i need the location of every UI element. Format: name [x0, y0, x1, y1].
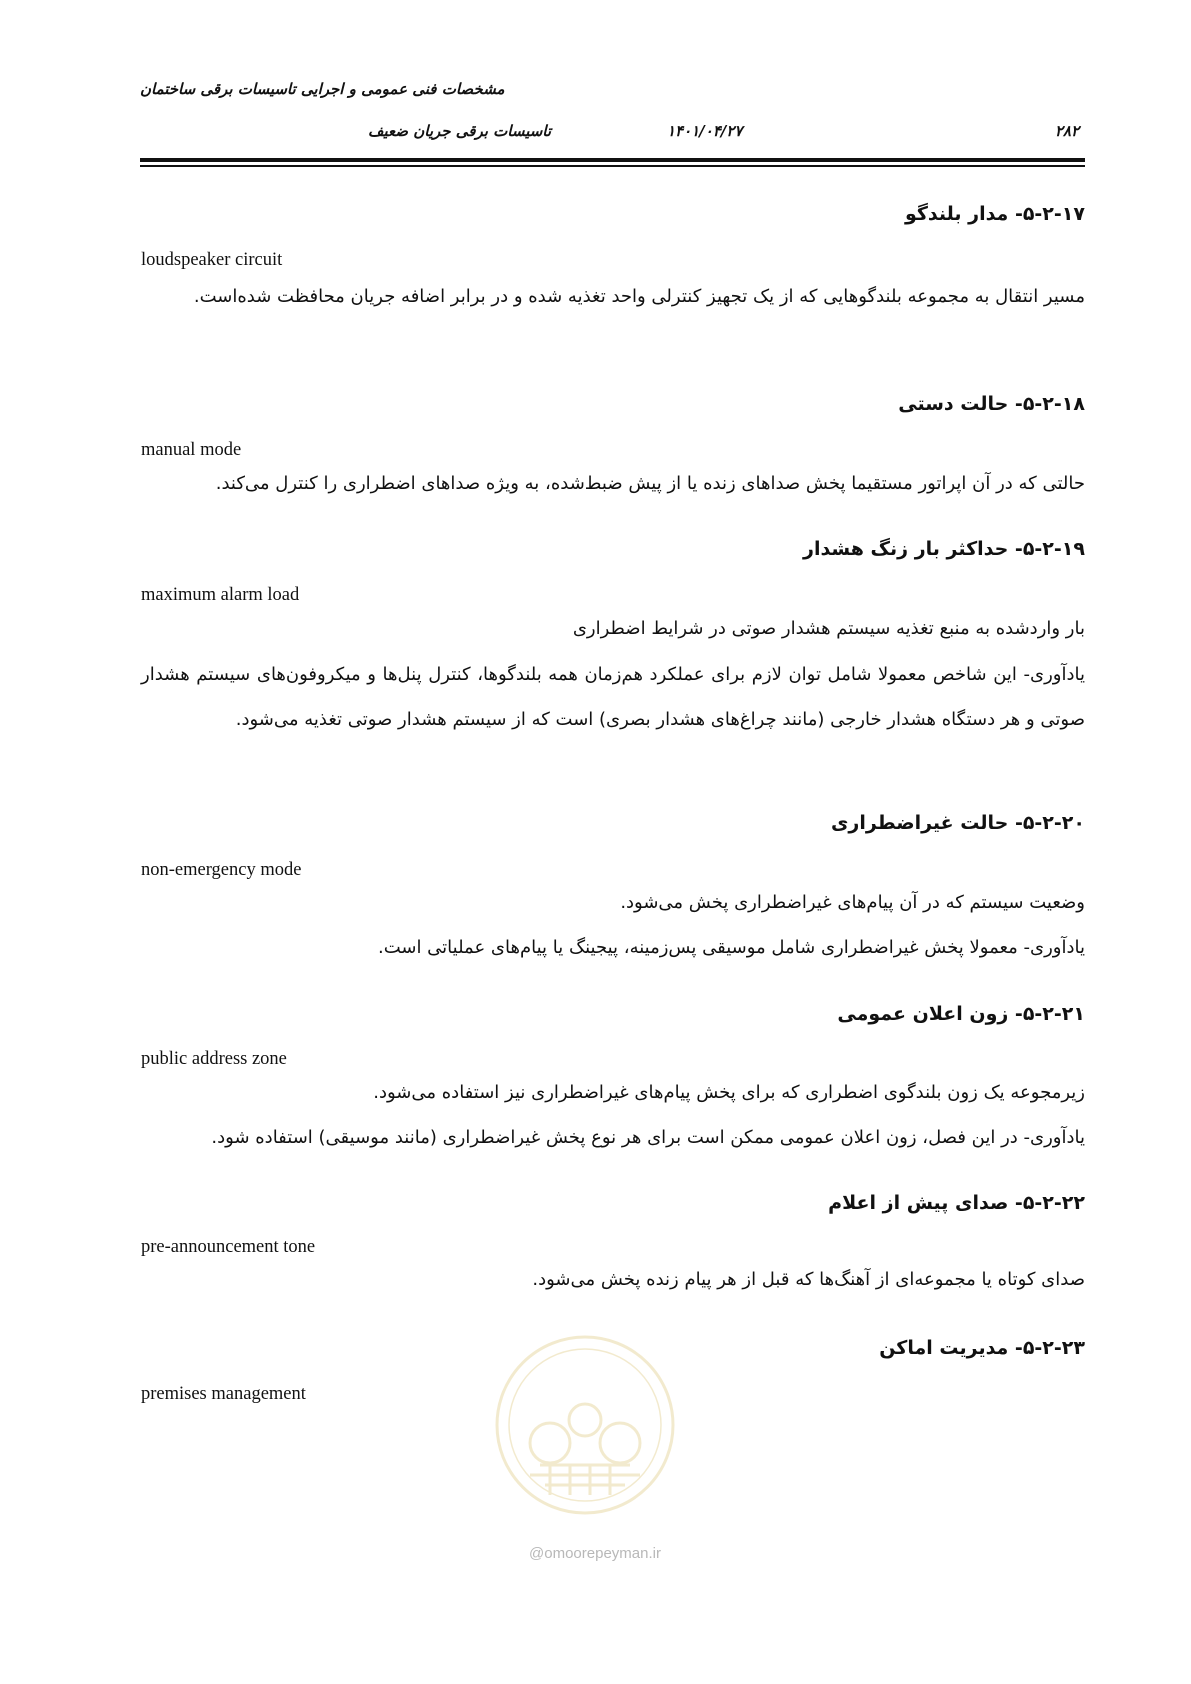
watermark-logo: [490, 1325, 680, 1525]
term-22: pre-announcement tone: [141, 1237, 316, 1257]
section-title-20: ۵-۲-۲۰- حالت غیراضطراری: [831, 812, 1085, 834]
section-title-19: ۵-۲-۱۹- حداکثر بار زنگ هشدار: [803, 538, 1085, 560]
term-21: public address zone: [141, 1049, 287, 1069]
term-23: premises management: [141, 1384, 306, 1404]
header-rule-thick: [140, 158, 1085, 162]
section-title-22: ۵-۲-۲۲- صدای پیش از اعلام: [828, 1192, 1085, 1214]
note-19: یادآوری- این شاخص معمولا شامل توان لازم برای عملکرد هم‌زمان همه بلندگوها، کنترل پنل‌ها و میکروفون‌های سیستم هشدار صوتی و هر دستگاه هشدار خارجی (مانند چراغ‌های هشدار بصری) است که از سیستم هشدار صوتی تغذیه می‌شود.: [141, 664, 1085, 730]
term-18: manual mode: [141, 440, 242, 460]
header-rule-thin: [140, 165, 1085, 167]
watermark-url: @omoorepeyman.ir: [529, 1545, 661, 1562]
definition-22: صدای کوتاه یا مجموعه‌ای از آهنگ‌ها که قبل از هر پیام زنده پخش می‌شود.: [532, 1269, 1085, 1290]
page-number: ۲۸۲: [1054, 122, 1079, 140]
header-row: [140, 122, 1085, 146]
watermark-seal-icon: [490, 1325, 680, 1525]
definition-17: مسیر انتقال به مجموعه بلندگوهایی که از یک تجهیز کنترلی واحد تغذیه شده و در برابر اضافه جریان محافظت شده‌است.: [193, 286, 1085, 307]
book-title: مشخصات فنی عمومی و اجرایی تاسیسات برقی ساختمان: [140, 80, 505, 98]
note-20: یادآوری- معمولا پخش غیراضطراری شامل موسیقی پس‌زمینه، پیجینگ یا پیام‌های عملیاتی است.: [377, 937, 1085, 958]
definition-18: حالتی که در آن اپراتور مستقیما پخش صداهای زنده یا از پیش ضبط‌شده، به ویژه صداهای اضطراری را کنترل می‌کند.: [215, 473, 1085, 494]
section-title-21: ۵-۲-۲۱- زون اعلان عمومی: [837, 1003, 1085, 1025]
term-19: maximum alarm load: [141, 585, 300, 605]
chapter-title: تاسیسات برقی جریان ضعیف: [368, 122, 552, 140]
section-title-23: ۵-۲-۲۳- مدیریت اماکن: [879, 1337, 1085, 1359]
term-20: non-emergency mode: [141, 860, 302, 880]
definition-21: زیرمجوعه یک زون بلندگوی اضطراری که برای پخش پیام‌های غیراضطراری نیز استفاده می‌شود.: [373, 1082, 1085, 1103]
section-title-17: ۵-۲-۱۷- مدار بلندگو: [904, 203, 1085, 225]
section-title-18: ۵-۲-۱۸- حالت دستی: [898, 393, 1085, 415]
header-date: ۱۴۰۱/۰۴/۲۷: [667, 122, 743, 140]
term-17: loudspeaker circuit: [141, 250, 283, 270]
definition-20: وضعیت سیستم که در آن پیام‌های غیراضطراری پخش می‌شود.: [620, 892, 1085, 913]
note-21: یادآوری- در این فصل، زون اعلان عمومی ممکن است برای هر نوع پخش غیراضطراری (مانند موسیقی) استفاده شود.: [211, 1127, 1085, 1148]
definition-19: بار واردشده به منبع تغذیه سیستم هشدار صوتی در شرایط اضطراری: [572, 618, 1085, 639]
